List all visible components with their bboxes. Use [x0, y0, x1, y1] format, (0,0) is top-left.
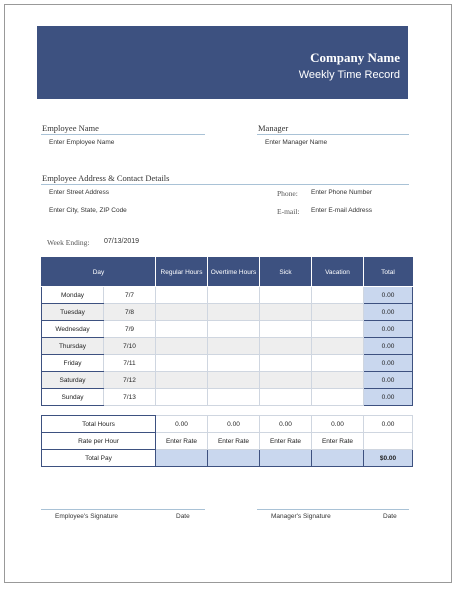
- day-name: Friday: [42, 355, 104, 372]
- sick-hours-cell[interactable]: [260, 338, 312, 355]
- week-ending-label: Week Ending:: [47, 238, 90, 247]
- overtime-hours-cell[interactable]: [208, 372, 260, 389]
- vacation-rate-field[interactable]: Enter Rate: [312, 433, 364, 450]
- rate-per-hour-label: Rate per Hour: [42, 433, 156, 450]
- day-date: 7/12: [104, 372, 156, 389]
- regular-hours-cell[interactable]: [156, 287, 208, 304]
- day-total: 0.00: [364, 287, 413, 304]
- grand-total-hours: 0.00: [364, 416, 413, 433]
- vacation-hours-cell[interactable]: [312, 389, 364, 406]
- sick-hours-cell[interactable]: [260, 304, 312, 321]
- hours-table-header: [42, 258, 413, 287]
- day-total: 0.00: [364, 389, 413, 406]
- vacation-hours-cell[interactable]: [312, 372, 364, 389]
- company-name: Company Name: [310, 50, 400, 65]
- vacation-hours-cell[interactable]: [312, 287, 364, 304]
- total-vacation-hours: 0.00: [312, 416, 364, 433]
- overtime-hours-cell[interactable]: [208, 338, 260, 355]
- sick-hours-cell[interactable]: [260, 287, 312, 304]
- phone-label: Phone:: [277, 189, 298, 198]
- email-label: E-mail:: [277, 207, 300, 216]
- day-total: 0.00: [364, 304, 413, 321]
- manager-signature-line: [257, 509, 409, 510]
- total-overtime-hours: 0.00: [208, 416, 260, 433]
- summary-table: [41, 415, 413, 467]
- regular-hours-cell[interactable]: [156, 338, 208, 355]
- table-row: [42, 389, 413, 406]
- total-pay-value: $0.00: [364, 450, 413, 467]
- rate-row: [42, 433, 413, 450]
- regular-rate-field[interactable]: Enter Rate: [156, 433, 208, 450]
- total-pay-label: Total Pay: [42, 450, 156, 467]
- table-row: [42, 355, 413, 372]
- pay-overtime-cell: [208, 450, 260, 467]
- city-state-zip-field[interactable]: Enter City, State, ZIP Code: [49, 207, 127, 214]
- employee-name-divider: [41, 134, 205, 135]
- sick-hours-cell[interactable]: [260, 389, 312, 406]
- header-banner: [37, 26, 408, 99]
- table-row: [42, 304, 413, 321]
- day-name: Monday: [42, 287, 104, 304]
- pay-vacation-cell: [312, 450, 364, 467]
- sick-hours-cell[interactable]: [260, 321, 312, 338]
- hours-table: [41, 257, 413, 406]
- total-sick-hours: 0.00: [260, 416, 312, 433]
- pay-regular-cell: [156, 450, 208, 467]
- vacation-hours-cell[interactable]: [312, 355, 364, 372]
- employee-name-label: Employee Name: [42, 123, 99, 133]
- street-address-field[interactable]: Enter Street Address: [49, 189, 109, 196]
- document-title: Weekly Time Record: [298, 69, 400, 81]
- overtime-hours-cell[interactable]: [208, 355, 260, 372]
- day-total: 0.00: [364, 355, 413, 372]
- regular-hours-cell[interactable]: [156, 304, 208, 321]
- phone-field[interactable]: Enter Phone Number: [311, 189, 373, 196]
- email-field[interactable]: Enter E-mail Address: [311, 207, 373, 214]
- manager-name-field[interactable]: Enter Manager Name: [265, 139, 328, 146]
- rate-blank-cell: [364, 433, 413, 450]
- manager-signature-label: Manager's Signature: [271, 513, 331, 520]
- total-pay-row: [42, 450, 413, 467]
- table-row: [42, 338, 413, 355]
- day-date: 7/10: [104, 338, 156, 355]
- day-name: Wednesday: [42, 321, 104, 338]
- employee-name-field[interactable]: Enter Employee Name: [49, 139, 115, 146]
- address-divider: [41, 184, 409, 185]
- column-header-sick: Sick: [260, 258, 312, 287]
- vacation-hours-cell[interactable]: [312, 304, 364, 321]
- day-date: 7/9: [104, 321, 156, 338]
- week-ending-field[interactable]: 07/13/2019: [104, 238, 140, 245]
- employee-signature-line: [41, 509, 205, 510]
- table-row: [42, 372, 413, 389]
- day-name: Sunday: [42, 389, 104, 406]
- overtime-hours-cell[interactable]: [208, 389, 260, 406]
- day-date: 7/13: [104, 389, 156, 406]
- overtime-rate-field[interactable]: Enter Rate: [208, 433, 260, 450]
- day-total: 0.00: [364, 372, 413, 389]
- manager-label: Manager: [258, 123, 289, 133]
- total-hours-row: [42, 416, 413, 433]
- day-name: Saturday: [42, 372, 104, 389]
- address-section-label: Employee Address & Contact Details: [42, 173, 170, 183]
- regular-hours-cell[interactable]: [156, 372, 208, 389]
- day-total: 0.00: [364, 321, 413, 338]
- regular-hours-cell[interactable]: [156, 389, 208, 406]
- total-regular-hours: 0.00: [156, 416, 208, 433]
- manager-divider: [257, 134, 409, 135]
- vacation-hours-cell[interactable]: [312, 338, 364, 355]
- overtime-hours-cell[interactable]: [208, 321, 260, 338]
- column-header-vacation: Vacation: [312, 258, 364, 287]
- day-date: 7/11: [104, 355, 156, 372]
- column-header-total: Total: [364, 258, 413, 287]
- column-header-regular: Regular Hours: [156, 258, 208, 287]
- sick-rate-field[interactable]: Enter Rate: [260, 433, 312, 450]
- column-header-day: Day: [42, 258, 156, 287]
- table-row: [42, 287, 413, 304]
- employee-signature-label: Employee's Signature: [55, 513, 119, 520]
- vacation-hours-cell[interactable]: [312, 321, 364, 338]
- total-hours-label: Total Hours: [42, 416, 156, 433]
- sick-hours-cell[interactable]: [260, 355, 312, 372]
- regular-hours-cell[interactable]: [156, 321, 208, 338]
- pay-sick-cell: [260, 450, 312, 467]
- day-date: 7/7: [104, 287, 156, 304]
- overtime-hours-cell[interactable]: [208, 304, 260, 321]
- column-header-overtime: Overtime Hours: [208, 258, 260, 287]
- table-row: [42, 321, 413, 338]
- manager-date-label: Date: [383, 513, 397, 520]
- sick-hours-cell[interactable]: [260, 372, 312, 389]
- day-name: Tuesday: [42, 304, 104, 321]
- employee-date-label: Date: [176, 513, 190, 520]
- overtime-hours-cell[interactable]: [208, 287, 260, 304]
- day-total: 0.00: [364, 338, 413, 355]
- regular-hours-cell[interactable]: [156, 355, 208, 372]
- day-date: 7/8: [104, 304, 156, 321]
- day-name: Thursday: [42, 338, 104, 355]
